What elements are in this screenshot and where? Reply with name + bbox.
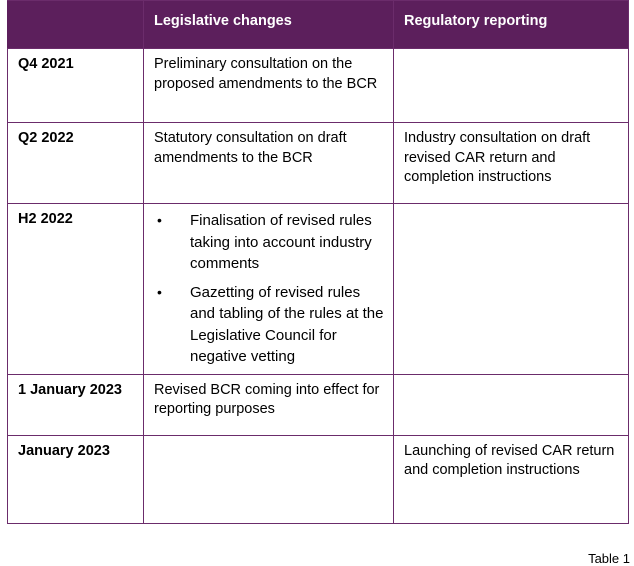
period-cell: Q4 2021 <box>8 49 144 123</box>
bullet-icon: • <box>157 212 162 228</box>
legislative-cell <box>144 435 394 523</box>
list-item <box>154 282 387 368</box>
reporting-cell <box>394 374 629 435</box>
table-row <box>8 435 629 523</box>
period-cell: January 2023 <box>8 435 144 523</box>
reporting-cell: Industry consultation on draft revised CAR return and completion instructions <box>394 123 629 204</box>
legislative-cell <box>144 204 394 375</box>
header-period <box>8 1 144 49</box>
table-row <box>8 374 629 435</box>
list-item <box>154 210 387 275</box>
table-header-row <box>8 1 629 49</box>
table-caption: Table 1 <box>588 551 630 566</box>
list-item-text: Finalisation of revised rules taking into account industry comments <box>190 212 372 272</box>
period-cell: Q2 2022 <box>8 123 144 204</box>
reporting-cell: Launching of revised CAR return and completion instructions <box>394 435 629 523</box>
table-row <box>8 49 629 123</box>
reporting-cell <box>394 204 629 375</box>
period-cell: 1 January 2023 <box>8 374 144 435</box>
header-legislative-changes: Legislative changes <box>144 1 394 49</box>
legislative-cell: Revised BCR coming into effect for reporting purposes <box>144 374 394 435</box>
list-item-text: Gazetting of revised rules and tabling of the rules at the Legislative Council for negative vetting <box>190 283 384 365</box>
reporting-cell <box>394 49 629 123</box>
bullet-icon: • <box>157 283 162 300</box>
header-regulatory-reporting: Regulatory reporting <box>394 1 629 49</box>
timeline-table <box>7 0 629 524</box>
table-row <box>8 204 629 375</box>
period-cell: H2 2022 <box>8 204 144 375</box>
legislative-cell: Preliminary consultation on the proposed amendments to the BCR <box>144 49 394 123</box>
table-row <box>8 123 629 204</box>
legislative-cell: Statutory consultation on draft amendments to the BCR <box>144 123 394 204</box>
legislative-bullet-list <box>154 210 387 368</box>
